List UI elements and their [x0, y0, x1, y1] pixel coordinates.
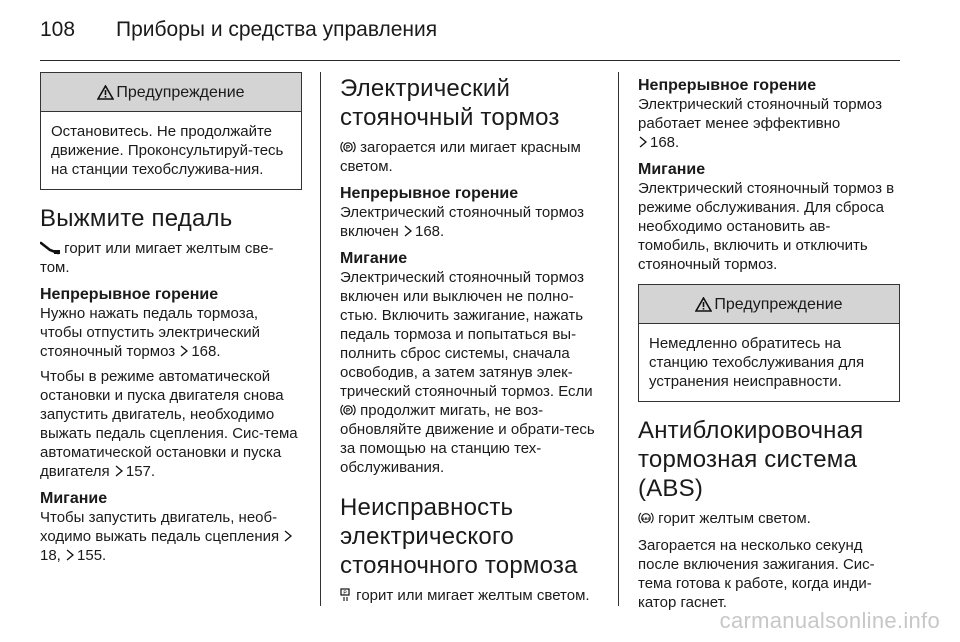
epb-steady-text: Электрический стояночный тормоз включен — [340, 204, 584, 240]
epb-flash-text: Электрический стояночный тормоз включен или выключен не полно-стью. Включить зажигание, нажать педаль тормоза и попытаться вы-полнить сброс системы, сначала освободив, а затем затянув элек-трический стояночный тормоз. Если — [340, 269, 593, 400]
warning-box — [638, 284, 900, 402]
page-reference: 18, — [40, 547, 61, 564]
svg-text:P: P — [345, 408, 351, 415]
warning-header — [41, 73, 301, 112]
clutch-pedal-icon — [40, 241, 60, 255]
page-reference-icon — [179, 345, 189, 357]
abs-icon — [638, 511, 654, 525]
page-reference-icon — [403, 225, 413, 237]
subheading-steady: Непрерывное горение — [638, 77, 817, 94]
page-reference: 155. — [77, 547, 107, 564]
svg-text:P: P — [345, 145, 351, 152]
clutch-steady-text: Нужно нажать педаль тормоза, чтобы отпустить электрический стояночный тормоз — [40, 305, 261, 360]
page-reference: 168. — [650, 134, 680, 151]
clutch-stop-start-text: Чтобы в режиме автоматической остановки и пуска двигателя снова запустить двигатель, необходимо выжать педаль сцепления. Сис-тема автоматической остановки и пуска двигателя — [40, 368, 298, 480]
abs-text: Загорается на несколько секунд после включения зажигания. Сис-тема готова к работе, когда инди-катор гаснет. — [638, 537, 875, 611]
column-divider — [320, 72, 321, 606]
subheading-flashing: Мигание — [340, 250, 408, 267]
warning-triangle-icon — [695, 297, 712, 312]
warning-box — [40, 72, 302, 190]
column-right — [638, 72, 900, 620]
section-heading-epb: Электрический стояночный тормоз — [340, 75, 560, 131]
page-reference-icon — [114, 465, 124, 477]
watermark: carmanualsonline.info — [719, 608, 940, 633]
warning-triangle-icon — [97, 85, 114, 100]
svg-text:P: P — [343, 590, 347, 597]
column-left — [40, 72, 302, 573]
page-title: Приборы и средства управления — [116, 18, 438, 41]
subheading-steady: Непрерывное горение — [340, 185, 519, 202]
epb-fault-flash-text: Электрический стояночный тормоз в режиме обслуживания. Для сброса необходимо остановить ав-томобиль, включить и отключить стояночный тормоз. — [638, 180, 895, 273]
warning-header — [639, 285, 899, 324]
header-rule — [40, 60, 900, 61]
page-header — [40, 12, 900, 48]
warning-text: Немедленно обратитесь на станцию техобслуживания для устранения неисправности. — [649, 335, 865, 390]
clutch-intro: горит или мигает желтым све-том. — [40, 240, 274, 276]
page-reference-icon — [638, 136, 648, 148]
section-heading-epb-fault: Неисправность электрического стояночного тормоза — [340, 494, 578, 579]
subheading-flashing: Мигание — [40, 490, 108, 507]
page-reference-icon — [283, 530, 293, 542]
epb-fault-intro: горит или мигает желтым светом. — [356, 587, 590, 604]
warning-title: Предупреждение — [116, 83, 245, 101]
page-reference-icon — [65, 549, 75, 561]
section-heading-clutch: Выжмите педаль — [40, 205, 233, 232]
warning-text: Остановитесь. Не продолжайте движение. Проконсультируй-тесь на станции техобслужива-ния. — [51, 123, 284, 178]
page-reference: 168. — [415, 223, 445, 240]
epb-intro: загорается или мигает красным светом. — [340, 139, 581, 175]
page-reference: 168. — [191, 343, 221, 360]
epb-fault-icon — [340, 588, 352, 602]
svg-text:ABS: ABS — [641, 515, 651, 521]
warning-title: Предупреждение — [714, 295, 843, 313]
subheading-steady: Непрерывное горение — [40, 286, 219, 303]
column-middle — [340, 72, 602, 613]
column-divider — [618, 72, 619, 606]
section-heading-abs: Антиблокировочная тормозная система (ABS) — [638, 417, 864, 502]
page-reference: 157. — [125, 463, 156, 480]
page-number: 108 — [40, 18, 76, 41]
subheading-flashing: Мигание — [638, 161, 706, 178]
parking-brake-icon — [340, 140, 356, 154]
epb-flash-text-continued: продолжит мигать, не воз-обновляйте движение и обрати-тесь за помощью на станцию тех-обслуживания. — [340, 402, 595, 476]
parking-brake-icon — [340, 403, 356, 417]
epb-fault-steady-text: Электрический стояночный тормоз работает менее эффективно — [638, 96, 882, 132]
clutch-flash-text: Чтобы запустить двигатель, необ-ходимо выжать педаль сцепления — [40, 509, 280, 545]
abs-intro: горит желтым светом. — [658, 510, 811, 527]
